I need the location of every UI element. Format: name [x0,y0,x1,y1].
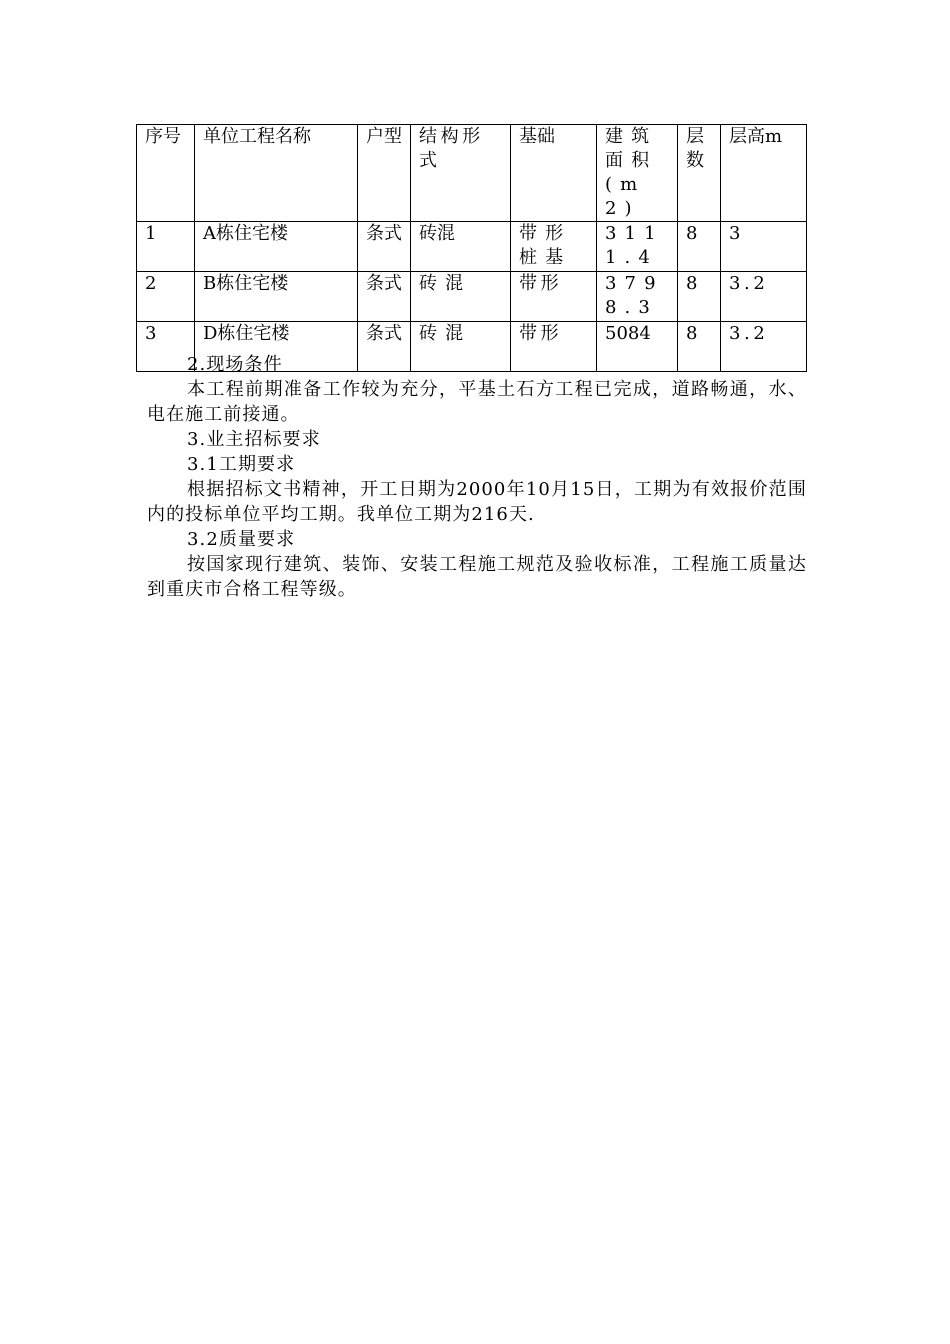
header-unit-type: 户型 [358,125,411,222]
cell-structure: 砖混 [411,322,511,372]
cell-unit-type: 条式 [358,322,411,372]
cell-unit-type: 条式 [358,222,411,272]
paragraph-site: 本工程前期准备工作较为充分，平基土石方工程已完成，道路畅通，水、电在施工前接通。 [147,379,807,425]
section-heading-bid: 3.业主招标要求 [187,429,321,450]
header-project-name: 单位工程名称 [195,125,358,222]
section-heading-quality: 3.2质量要求 [187,529,296,550]
body-text [147,352,807,602]
cell-floors: 8 [678,222,721,272]
project-table [136,124,807,372]
table-header-row [137,125,807,222]
cell-foundation: 带形 [511,272,597,322]
cell-index: 3 [137,322,195,372]
header-foundation: 基础 [511,125,597,222]
cell-structure: 砖混 [411,272,511,322]
cell-project-name: D栋住宅楼 [195,322,358,372]
paragraph-quality: 按国家现行建筑、装饰、安装工程施工规范及验收标准，工程施工质量达到重庆市合格工程等级。 [147,554,807,600]
cell-floor-height: 3.2 [721,322,807,372]
header-floor-height: 层高m [721,125,807,222]
cell-floor-height: 3 [721,222,807,272]
cell-floors: 8 [678,322,721,372]
header-floor-area: 建筑面积(m2) [597,125,678,222]
table-row [137,272,807,322]
cell-unit-type: 条式 [358,272,411,322]
cell-foundation: 带形 [511,322,597,372]
cell-floors: 8 [678,272,721,322]
paragraph-schedule: 根据招标文书精神，开工日期为2000年10月15日，工期为有效报价范围内的投标单位平均工期。我单位工期为216天. [147,479,807,525]
cell-index: 1 [137,222,195,272]
cell-floor-area: 3798.3 [597,272,678,322]
table-row [137,222,807,272]
section-heading-site: 2.现场条件 [187,354,283,375]
cell-structure: 砖混 [411,222,511,272]
cell-project-name: B栋住宅楼 [195,272,358,322]
cell-index: 2 [137,272,195,322]
header-structure: 结构形式 [411,125,511,222]
cell-floor-area: 5084 [597,322,678,372]
header-index: 序号 [137,125,195,222]
header-floors: 层数 [678,125,721,222]
cell-floor-height: 3.2 [721,272,807,322]
cell-floor-area: 3111.4 [597,222,678,272]
cell-foundation: 带形桩基 [511,222,597,272]
cell-project-name: A栋住宅楼 [195,222,358,272]
section-heading-schedule: 3.1工期要求 [187,454,296,475]
